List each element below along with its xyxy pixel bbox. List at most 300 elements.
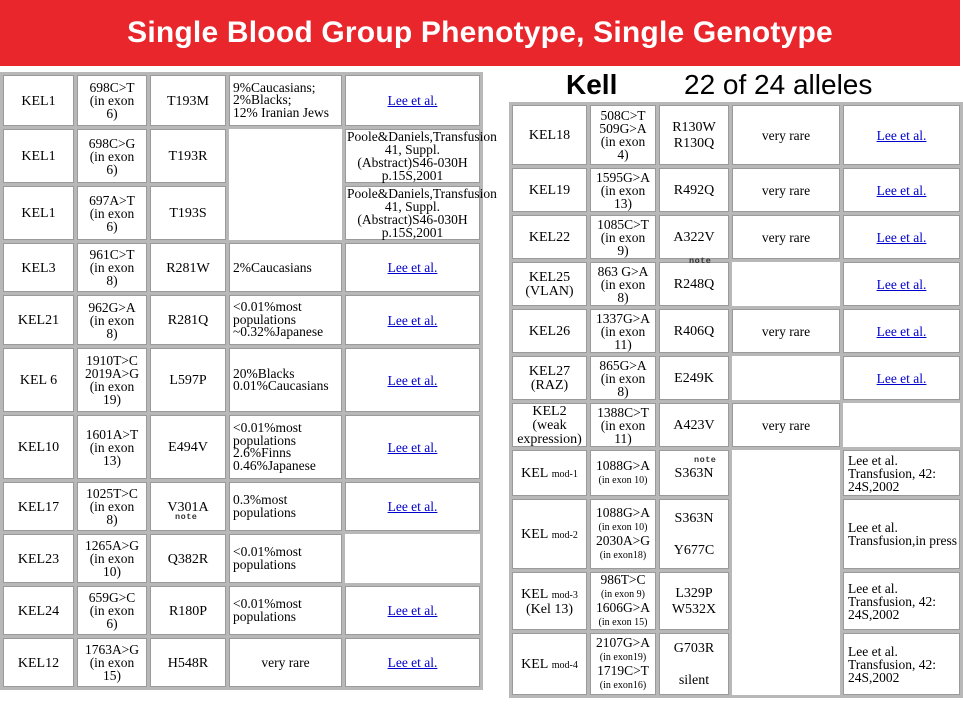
cell-line: 8) — [617, 289, 629, 305]
cell-line: ~0.32%Japanese — [233, 324, 324, 340]
amino-acid-cell — [150, 348, 226, 412]
frequency-cell — [229, 75, 342, 126]
cell-line: 11) — [614, 336, 632, 352]
allele-name: KEL3 — [21, 260, 56, 276]
table-row — [512, 356, 960, 400]
cell-line: (in exon 10) — [598, 475, 648, 486]
gene-name: Kell — [566, 69, 618, 100]
reference-cell — [345, 186, 497, 240]
cell-line: (in exon — [600, 276, 646, 292]
cell-line: KEL25 — [528, 270, 571, 285]
nucleotide-cell — [77, 243, 147, 292]
cell-line: (in exon — [89, 439, 135, 455]
cell-line: 6) — [106, 616, 118, 631]
cell-line: R130W — [672, 120, 716, 135]
nucleotide-cell — [590, 356, 656, 400]
reference-link[interactable]: Lee et al. — [387, 372, 438, 388]
cell-line: (in exon — [89, 93, 135, 108]
nucleotide-cell — [77, 586, 147, 635]
cell-line: 1088G>A — [595, 458, 651, 473]
reference-cell — [345, 534, 480, 583]
allele-modifier: mod-4 — [551, 659, 578, 671]
allele-cell — [512, 356, 587, 400]
cell-line: 508C>T — [600, 108, 646, 123]
cell-line: populations — [233, 432, 296, 448]
allele-cell — [3, 295, 74, 345]
left-allele-table — [0, 72, 497, 690]
cell-line: 1719C>T — [597, 663, 649, 678]
cell-line: (VLAN) — [525, 284, 574, 299]
table-row — [512, 309, 960, 353]
allele-name: KEL21 — [17, 313, 60, 328]
cell-line: 8) — [106, 273, 118, 288]
cell-line: 41, Suppl. — [384, 199, 441, 214]
cell-line: 697A>T — [89, 192, 135, 208]
reference-link[interactable]: Lee et al. — [387, 655, 438, 670]
cell-line: L329P — [675, 586, 713, 601]
amino-acid-cell — [150, 586, 226, 635]
allele-name: KEL — [521, 656, 549, 672]
allele-cell — [3, 415, 74, 479]
frequency-cell — [229, 243, 342, 292]
reference-link[interactable]: Lee et al. — [876, 182, 927, 198]
cell-line: (in exon 10) — [598, 522, 648, 533]
allele-cell — [512, 450, 587, 496]
cell-line: 0.3%most — [233, 492, 288, 507]
allele-cell — [3, 586, 74, 635]
amino-acid-change: R180P — [168, 603, 208, 619]
nucleotide-cell — [590, 499, 656, 569]
cell-line: 986T>C — [600, 572, 646, 587]
cell-line: KEL22 — [528, 230, 571, 245]
reference-cell — [345, 638, 480, 687]
nucleotide-cell — [77, 186, 147, 240]
allele-name: KEL12 — [17, 655, 60, 671]
cell-line: 509G>A — [599, 121, 647, 136]
table-row — [3, 534, 480, 583]
allele-modifier: mod-1 — [551, 468, 578, 480]
reference-cell — [843, 403, 960, 447]
frequency-cell — [229, 534, 342, 583]
cell-line: (in exon — [600, 370, 646, 386]
cell-line: (in exon — [600, 182, 646, 198]
table-row — [512, 403, 960, 447]
nucleotide-cell — [77, 534, 147, 583]
amino-acid-cell — [150, 75, 226, 126]
amino-acid-cell — [150, 482, 226, 531]
cell-line: W532X — [671, 602, 717, 617]
allele-name: KEL23 — [17, 551, 60, 567]
cell-line: 41, Suppl. — [384, 142, 441, 157]
cell-line: 1025T>C — [86, 486, 138, 501]
reference-cell — [345, 586, 480, 635]
frequency-text: very rare — [761, 417, 811, 433]
cell-line: (in exon — [89, 379, 135, 394]
cell-line: 10) — [103, 564, 121, 579]
cell-line: (in exon — [89, 260, 135, 275]
cell-line: R492Q — [673, 183, 715, 198]
amino-acid-change: Q382R — [167, 551, 209, 567]
cell-line: 6) — [106, 161, 118, 177]
cell-line: R248Q — [673, 277, 715, 292]
cell-line: 1088G>A — [595, 505, 651, 520]
reference-link[interactable]: Lee et al. — [387, 603, 438, 618]
amino-acid-cell — [659, 633, 729, 695]
frequency-cell — [229, 586, 342, 635]
cell-line: (Abstract)S46-030H — [357, 212, 468, 227]
cell-line: 2107G>A — [595, 635, 651, 650]
cell-line: 1085C>T — [597, 216, 649, 232]
reference-cell — [843, 262, 960, 306]
cell-line: (weak — [532, 418, 567, 433]
table-row — [3, 482, 480, 531]
allele-alias: (Kel 13) — [525, 601, 574, 617]
frequency-cell — [229, 482, 342, 531]
nucleotide-cell — [590, 105, 656, 165]
cell-line: (in exon — [89, 148, 135, 164]
title-banner — [0, 0, 960, 66]
table-row — [512, 105, 960, 165]
reference-cell: Lee et al. Transfusion, 42: 24S,2002 — [843, 572, 960, 630]
cell-line: 6) — [106, 218, 118, 234]
table-row — [512, 262, 960, 306]
amino-acid-cell — [150, 638, 226, 687]
cell-line: Poole&Daniels,Transfusion — [347, 129, 497, 144]
allele-name: KEL1 — [21, 149, 56, 164]
cell-line: 8) — [617, 383, 629, 399]
reference-link[interactable]: Lee et al. — [876, 276, 927, 292]
allele-cell — [512, 572, 587, 630]
cell-line: populations — [233, 504, 296, 520]
allele-name: KEL1 — [21, 93, 56, 109]
cell-line: E249K — [674, 371, 714, 386]
frequency-cell — [229, 415, 342, 479]
allele-cell — [3, 75, 74, 126]
cell-line: 1601A>T — [85, 426, 139, 442]
table-row — [3, 129, 480, 183]
cell-line: 2.6%Finns — [233, 445, 292, 460]
nucleotide-cell — [77, 295, 147, 345]
allele-name: KEL1 — [21, 206, 56, 221]
reference-cell: Lee et al. Transfusion, 42: 24S,2002 — [843, 633, 960, 695]
allele-modifier: mod-3 — [551, 589, 578, 601]
reference-cell — [843, 309, 960, 353]
cell-line: S363N — [674, 466, 714, 481]
amino-acid-change: R281Q — [167, 313, 209, 328]
reference-cell — [345, 129, 497, 183]
cell-line: 2%Caucasians — [233, 259, 312, 275]
frequency-cell — [229, 295, 342, 345]
cell-line: 1337G>A — [595, 310, 651, 326]
allele-name: KEL — [521, 526, 549, 542]
allele-name: KEL17 — [17, 499, 60, 515]
allele-modifier: mod-2 — [551, 529, 578, 541]
nucleotide-cell — [590, 403, 656, 447]
cell-line: 1265A>G — [84, 538, 140, 553]
amino-acid-cell — [659, 356, 729, 400]
allele-cell — [512, 499, 587, 569]
reference-cell — [345, 75, 480, 126]
cell-line: 19) — [103, 392, 121, 407]
amino-acid-cell — [150, 129, 226, 183]
amino-acid-change: V301A — [167, 499, 209, 515]
nucleotide-cell — [590, 309, 656, 353]
cell-line: very rare — [261, 654, 310, 670]
cell-line: populations — [233, 311, 296, 327]
cell-line: populations — [233, 608, 296, 624]
cell-line: G703R — [673, 641, 715, 656]
right-allele-table — [509, 102, 963, 698]
amino-acid-cell — [150, 186, 226, 240]
amino-acid-change: T193R — [168, 149, 208, 164]
note-marker[interactable]: note — [689, 256, 712, 266]
cell-line: 863 G>A — [597, 263, 649, 279]
amino-acid-cell — [659, 572, 729, 630]
reference-cell — [843, 168, 960, 212]
reference-link[interactable]: Lee et al. — [876, 229, 927, 245]
cell-line: Y677C — [673, 543, 715, 558]
frequency-cell — [732, 262, 840, 306]
amino-acid-cell — [659, 105, 729, 165]
frequency-cell — [229, 638, 342, 687]
table-row — [3, 348, 480, 412]
nucleotide-cell — [590, 450, 656, 496]
amino-acid-cell — [150, 534, 226, 583]
allele-cell — [3, 129, 74, 183]
cell-line: 698C>T — [89, 80, 135, 95]
cell-line: KEL19 — [528, 183, 571, 198]
cell-line: 0.46%Japanese — [233, 457, 316, 473]
allele-name: KEL 6 — [19, 373, 58, 388]
reference-link[interactable]: Lee et al. — [387, 93, 438, 108]
allele-cell — [512, 403, 587, 447]
reference-cell: Lee et al. Transfusion,in press — [843, 499, 960, 569]
table-row — [3, 75, 480, 126]
frequency-cell — [229, 129, 342, 240]
allele-cell — [3, 348, 74, 412]
note-marker[interactable]: note — [175, 512, 198, 522]
allele-cell — [3, 243, 74, 292]
cell-line: Poole&Daniels,Transfusion — [347, 186, 497, 201]
reference-link[interactable]: Lee et al. — [387, 439, 438, 455]
allele-cell — [3, 638, 74, 687]
cell-line: R406Q — [673, 324, 715, 339]
amino-acid-cell — [150, 243, 226, 292]
cell-line: 13) — [614, 195, 632, 211]
nucleotide-cell — [77, 75, 147, 126]
cell-line: silent — [678, 673, 710, 688]
amino-acid-cell — [659, 168, 729, 212]
cell-line: 6) — [106, 106, 118, 121]
cell-line: (in exon — [89, 205, 135, 221]
cell-line: (RAZ) — [530, 378, 569, 393]
table-row — [512, 450, 960, 496]
cell-line: (in exon 15) — [598, 617, 648, 628]
allele-count: 22 of 24 alleles — [684, 69, 873, 100]
reference-cell — [345, 415, 480, 479]
cell-line: (in exon — [89, 603, 135, 618]
cell-line: (in exon — [600, 323, 646, 339]
amino-acid-cell — [150, 295, 226, 345]
cell-line: expression) — [517, 432, 582, 447]
cell-line: (in exon — [600, 417, 646, 433]
cell-line: <0.01%most — [233, 299, 302, 315]
cell-line: p.15S,2001 — [381, 168, 444, 183]
cell-line: 8) — [106, 512, 118, 527]
reference-cell — [345, 295, 480, 345]
table-row — [512, 168, 960, 212]
nucleotide-cell — [590, 215, 656, 259]
cell-line: 698C>G — [88, 135, 136, 151]
cell-line: 961C>T — [89, 247, 135, 262]
nucleotide-cell — [590, 633, 656, 695]
reference-cell — [345, 243, 480, 292]
frequency-cell — [732, 309, 840, 353]
allele-cell — [3, 482, 74, 531]
gene-heading — [520, 68, 960, 102]
frequency-cell — [732, 450, 840, 695]
cell-line: (Abstract)S46-030H — [357, 155, 468, 170]
allele-cell — [512, 215, 587, 259]
cell-line: (in exon 9) — [601, 589, 645, 600]
frequency-text: very rare — [761, 127, 811, 143]
frequency-cell — [732, 105, 840, 165]
amino-acid-change: R281W — [166, 260, 210, 276]
amino-acid-cell — [659, 309, 729, 353]
cell-line: S363N — [674, 511, 714, 526]
cell-line: A423V — [673, 418, 715, 433]
allele-cell — [512, 262, 587, 306]
cell-line: KEL18 — [528, 128, 571, 143]
cell-line: 9) — [617, 242, 629, 258]
cell-line: (in exon — [89, 655, 135, 670]
nucleotide-cell — [590, 572, 656, 630]
amino-acid-cell — [659, 499, 729, 569]
cell-line: R130Q — [673, 136, 715, 151]
allele-name: KEL10 — [17, 440, 60, 455]
cell-line: 11) — [614, 430, 632, 446]
table-row — [3, 586, 480, 635]
amino-acid-change: H548R — [167, 655, 209, 671]
reference-link[interactable]: Lee et al. — [387, 499, 438, 514]
nucleotide-cell — [590, 168, 656, 212]
allele-cell — [512, 105, 587, 165]
frequency-cell — [732, 168, 840, 212]
cell-line: 962G>A — [88, 299, 136, 315]
cell-line: p.15S,2001 — [381, 225, 444, 240]
cell-line: 4) — [617, 147, 629, 162]
reference-link[interactable]: Lee et al. — [387, 312, 438, 328]
allele-cell — [512, 168, 587, 212]
cell-line: <0.01%most — [233, 420, 302, 435]
cell-line: 1763A>G — [84, 642, 140, 657]
page-title: Single Blood Group Phenotype, Single Genotype — [127, 16, 833, 49]
cell-line: (in exon16) — [599, 680, 647, 691]
cell-line: (in exon19) — [599, 652, 647, 663]
table-row — [512, 215, 960, 259]
cell-line: 865G>A — [599, 357, 647, 373]
reference-link[interactable]: Lee et al. — [876, 323, 927, 339]
cell-line: 15) — [103, 668, 121, 683]
cell-line: KEL27 — [528, 364, 571, 379]
frequency-cell — [229, 348, 342, 412]
cell-line: (in exon — [600, 229, 646, 245]
cell-line: 12% Iranian Jews — [233, 104, 329, 120]
cell-line: 1595G>A — [595, 169, 651, 185]
cell-line: (in exon18) — [599, 550, 647, 561]
reference-link[interactable]: Lee et al. — [387, 260, 438, 275]
cell-line: 20%Blacks — [233, 365, 295, 381]
cell-line: 9%Caucasians; — [233, 79, 316, 95]
cell-line: KEL26 — [528, 324, 571, 339]
frequency-text: very rare — [761, 182, 811, 198]
cell-line: (in exon — [89, 312, 135, 328]
reference-cell: Lee et al. Transfusion, 42: 24S,2002 — [843, 450, 960, 496]
reference-link[interactable]: Lee et al. — [876, 370, 927, 386]
cell-line: 2030A>G — [595, 533, 651, 548]
cell-line: A322V — [673, 230, 715, 245]
amino-acid-change: L597P — [169, 373, 207, 388]
nucleotide-cell — [77, 129, 147, 183]
nucleotide-cell — [77, 482, 147, 531]
frequency-cell — [732, 356, 840, 400]
allele-name: KEL — [521, 586, 549, 602]
frequency-text: very rare — [761, 323, 811, 339]
table-row — [3, 295, 480, 345]
reference-cell — [843, 356, 960, 400]
cell-line: 2019A>G — [84, 366, 140, 381]
frequency-text: very rare — [761, 229, 811, 245]
cell-line: 659G>C — [88, 590, 136, 605]
cell-line: (in exon — [89, 499, 135, 514]
cell-line: 13) — [103, 452, 121, 468]
cell-line: 8) — [106, 325, 118, 341]
reference-cell — [345, 348, 480, 412]
reference-link[interactable]: Lee et al. — [876, 127, 927, 143]
cell-line: <0.01%most — [233, 544, 302, 559]
nucleotide-cell — [77, 638, 147, 687]
note-marker[interactable]: note — [694, 455, 717, 465]
cell-line: (in exon — [600, 134, 646, 149]
cell-line: 1388C>T — [597, 404, 649, 420]
reference-cell — [843, 215, 960, 259]
reference-cell — [345, 482, 480, 531]
table-row — [3, 243, 480, 292]
allele-cell — [512, 633, 587, 695]
cell-line: populations — [233, 556, 296, 572]
allele-cell — [3, 534, 74, 583]
cell-line: 0.01%Caucasians — [233, 378, 329, 393]
amino-acid-cell — [150, 415, 226, 479]
amino-acid-cell — [659, 262, 729, 306]
allele-cell — [512, 309, 587, 353]
reference-cell — [843, 105, 960, 165]
allele-cell — [3, 186, 74, 240]
nucleotide-cell — [590, 262, 656, 306]
amino-acid-cell — [659, 403, 729, 447]
allele-name: KEL24 — [17, 603, 60, 619]
frequency-cell — [732, 215, 840, 259]
amino-acid-change: T193S — [169, 206, 207, 221]
cell-line: 1606G>A — [595, 600, 651, 615]
nucleotide-cell — [77, 348, 147, 412]
amino-acid-change: E494V — [168, 440, 208, 455]
cell-line: KEL2 — [532, 404, 567, 419]
table-row — [3, 415, 480, 479]
table-row — [3, 638, 480, 687]
allele-name: KEL — [521, 465, 549, 481]
frequency-cell — [732, 403, 840, 447]
